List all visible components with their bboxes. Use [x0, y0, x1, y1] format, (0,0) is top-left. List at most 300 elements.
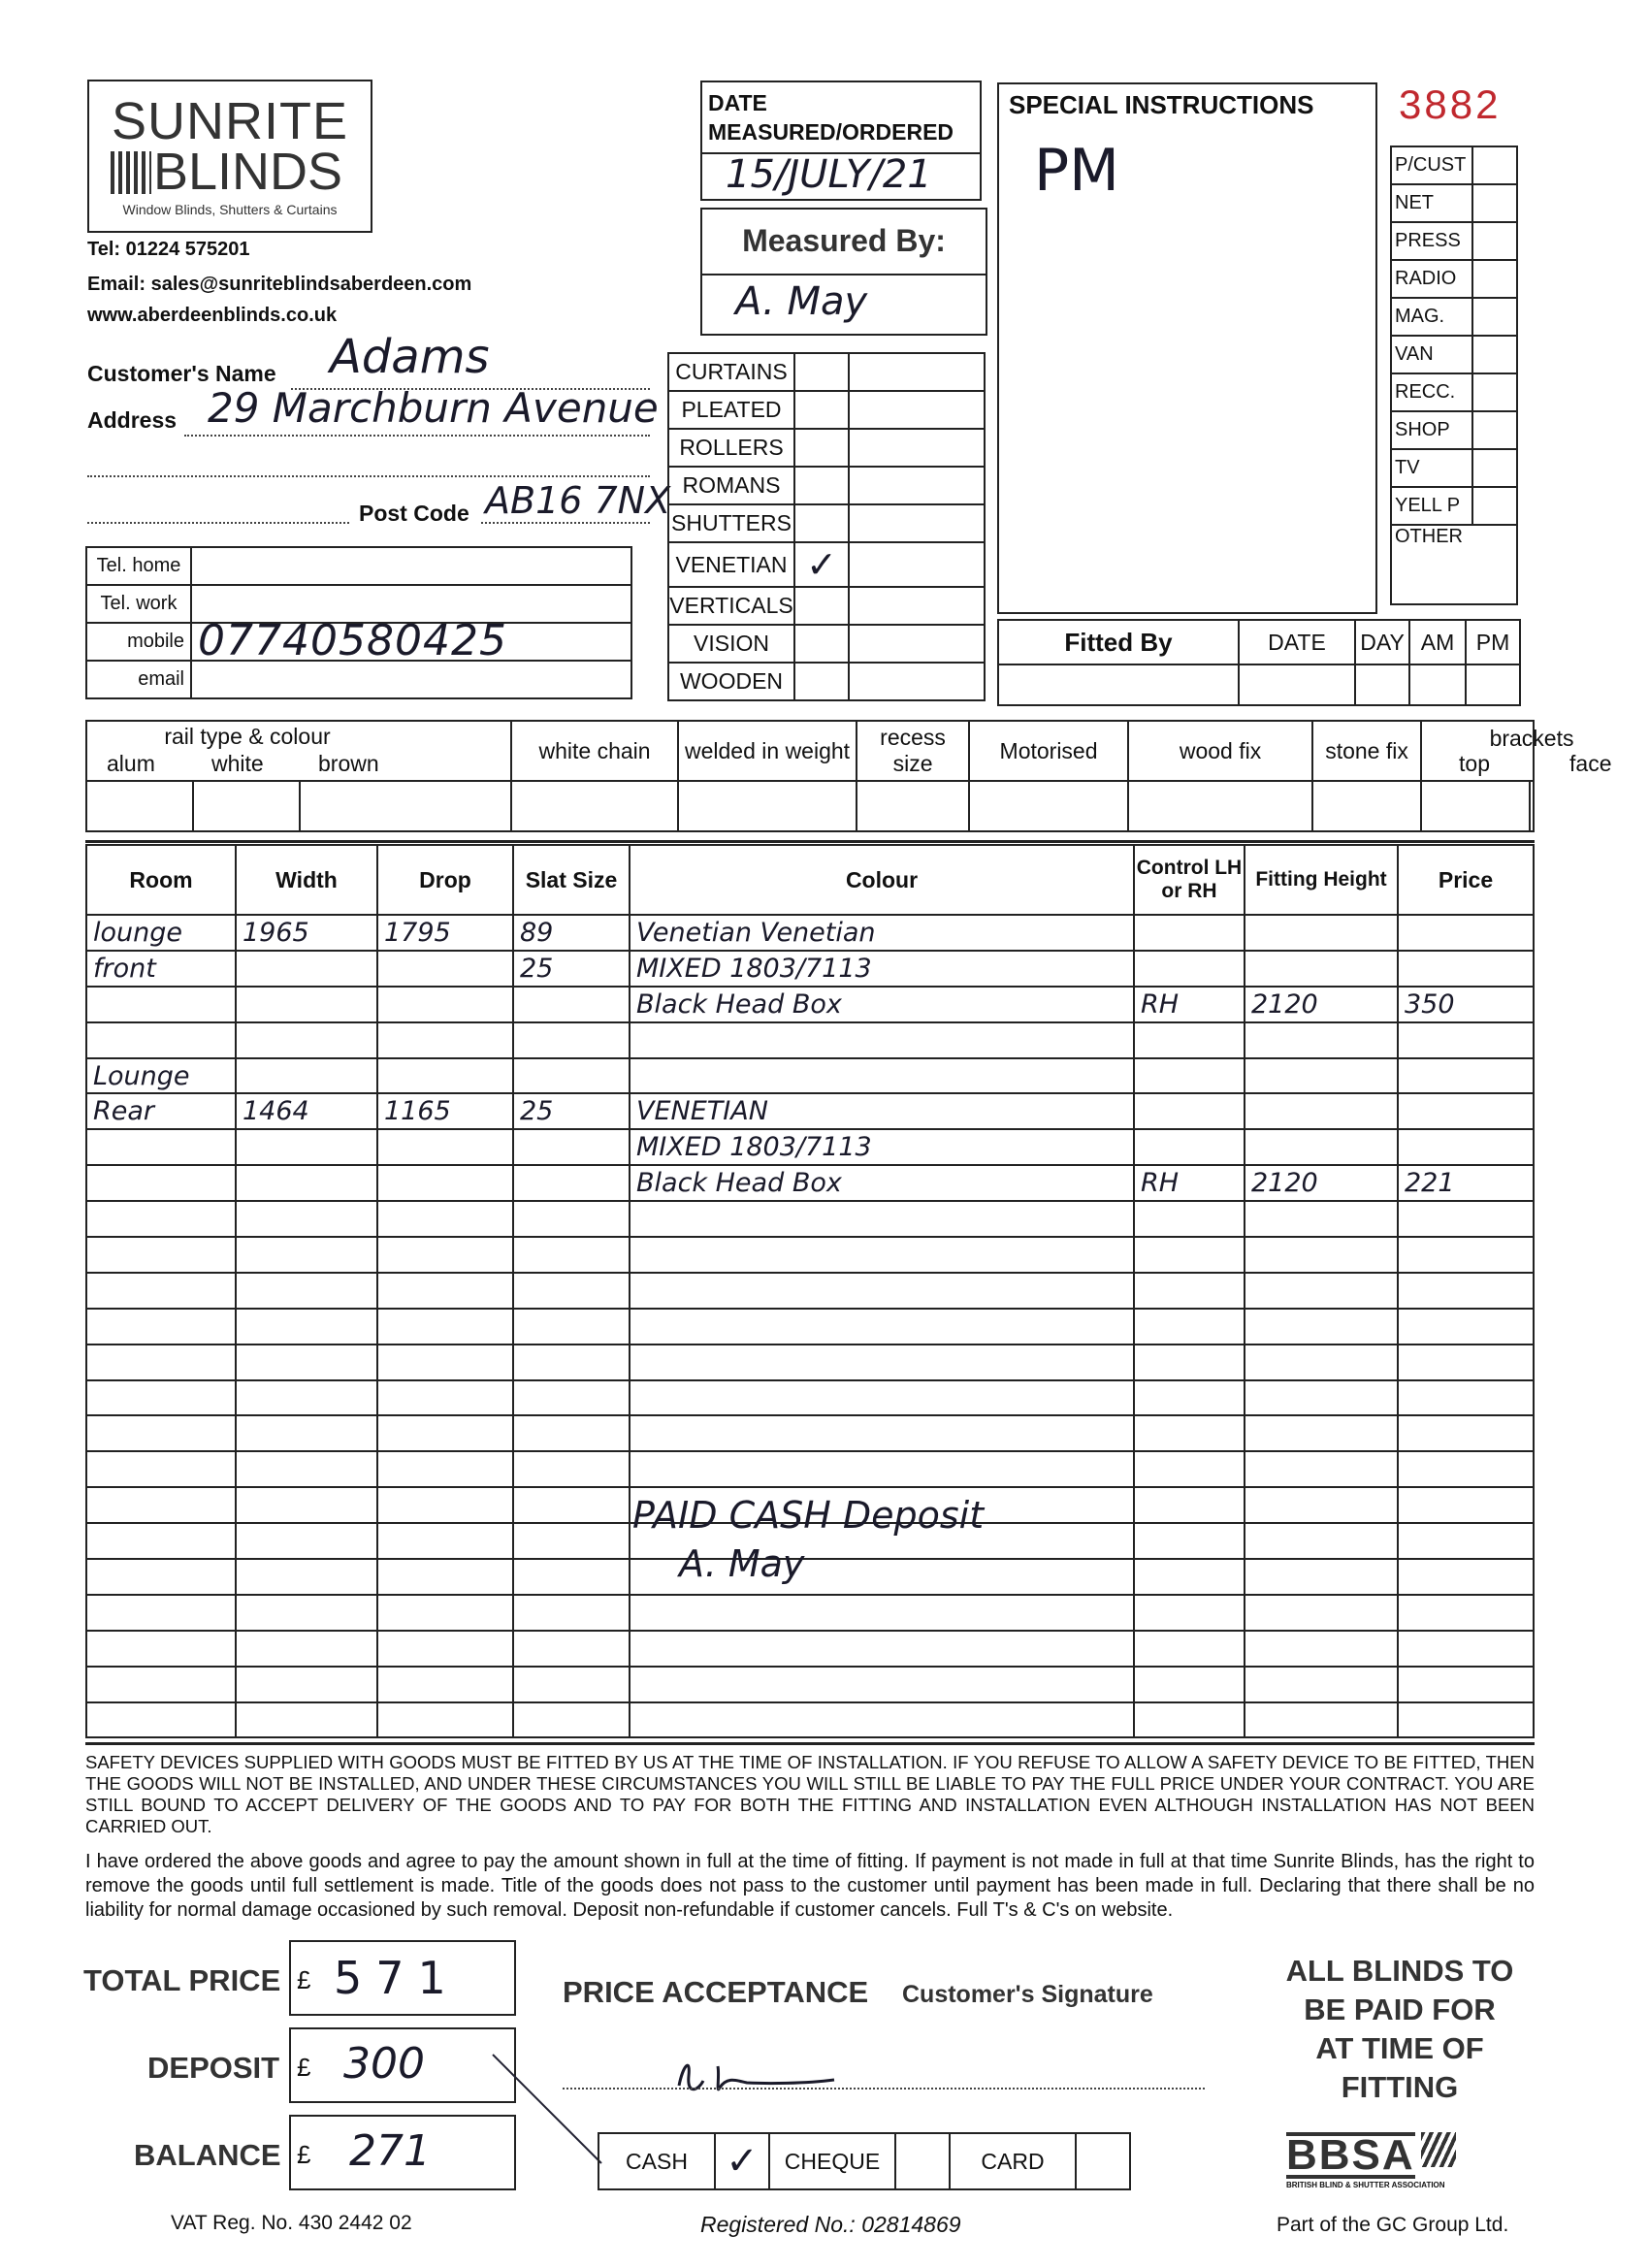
- welded-check[interactable]: [678, 781, 857, 831]
- table-row: [86, 1058, 1534, 1094]
- cell-width[interactable]: 1464: [236, 1093, 377, 1129]
- cell-colour[interactable]: [630, 1702, 1134, 1738]
- notice-line: BE PAID FOR: [1304, 1993, 1496, 2026]
- white-check[interactable]: [193, 781, 300, 831]
- col-price: Price: [1398, 845, 1534, 915]
- cell-control[interactable]: [1134, 1487, 1245, 1523]
- cell-fitting[interactable]: [1245, 1345, 1398, 1380]
- cell-room[interactable]: [86, 1165, 236, 1201]
- cell-fitting[interactable]: 2120: [1245, 987, 1398, 1022]
- cell-slat[interactable]: [513, 1129, 630, 1165]
- cell-room[interactable]: [86, 1415, 236, 1451]
- product-tick[interactable]: [794, 467, 849, 504]
- cell-colour[interactable]: [630, 1237, 1134, 1273]
- total-value[interactable]: 571: [334, 1952, 460, 2004]
- top-check[interactable]: [1421, 781, 1530, 831]
- card-check[interactable]: [1076, 2133, 1130, 2189]
- cell-control[interactable]: [1134, 1702, 1245, 1738]
- cell-control[interactable]: [1134, 1595, 1245, 1631]
- product-type-table: [667, 352, 986, 701]
- pointer-line-icon: [485, 2047, 611, 2173]
- cell-colour[interactable]: Venetian Venetian: [630, 915, 1134, 951]
- cell-control[interactable]: [1134, 1129, 1245, 1165]
- cell-colour[interactable]: [630, 1022, 1134, 1058]
- cell-drop[interactable]: [377, 1345, 513, 1380]
- customer-signature-label: Customer's Signature: [902, 1981, 1153, 2008]
- cell-control[interactable]: [1134, 1309, 1245, 1345]
- source-check[interactable]: [1472, 487, 1517, 525]
- cell-drop[interactable]: [377, 1487, 513, 1523]
- cell-slat[interactable]: [513, 1667, 630, 1702]
- cell-width[interactable]: [236, 987, 377, 1022]
- cell-room[interactable]: [86, 1487, 236, 1523]
- cell-slat[interactable]: 89: [513, 915, 630, 951]
- cell-control[interactable]: [1134, 1093, 1245, 1129]
- cell-slat[interactable]: [513, 1022, 630, 1058]
- cell-room[interactable]: front: [86, 951, 236, 987]
- date-value[interactable]: 15/JULY/21: [726, 152, 932, 197]
- wood-fix-check[interactable]: [1128, 781, 1312, 831]
- cell-width[interactable]: [236, 1022, 377, 1058]
- cell-colour[interactable]: [630, 1058, 1134, 1094]
- brown-check[interactable]: [300, 781, 511, 831]
- source-label: YELL P: [1391, 487, 1472, 525]
- cell-price[interactable]: [1398, 1667, 1534, 1702]
- cell-width[interactable]: [236, 1309, 377, 1345]
- bbsa-sub: BRITISH BLIND & SHUTTER ASSOCIATION: [1286, 2181, 1445, 2189]
- motorised-check[interactable]: [969, 781, 1128, 831]
- company-tel: Tel: 01224 575201: [87, 239, 250, 260]
- cell-room[interactable]: [86, 1345, 236, 1380]
- cell-slat[interactable]: [513, 1559, 630, 1595]
- fitted-date-label: DATE: [1239, 620, 1355, 664]
- cell-slat[interactable]: [513, 1415, 630, 1451]
- cell-fitting[interactable]: [1245, 1451, 1398, 1487]
- cell-price[interactable]: [1398, 1559, 1534, 1595]
- address-label: Address: [87, 407, 178, 433]
- customer-signature[interactable]: [660, 2037, 854, 2105]
- cell-price[interactable]: [1398, 1380, 1534, 1416]
- measured-by-label: Measured By:: [742, 223, 946, 258]
- product-tick[interactable]: [794, 391, 849, 429]
- source-label: PRESS: [1391, 222, 1472, 260]
- recess-label: recess size: [857, 721, 969, 781]
- cell-colour[interactable]: [630, 1667, 1134, 1702]
- cell-control[interactable]: [1134, 1415, 1245, 1451]
- product-tick[interactable]: [794, 663, 849, 700]
- payment-method-table: [598, 2132, 1131, 2190]
- cell-drop[interactable]: [377, 1523, 513, 1559]
- cell-room[interactable]: [86, 1309, 236, 1345]
- product-tick[interactable]: [794, 504, 849, 542]
- contact-value[interactable]: [191, 661, 631, 698]
- cell-control[interactable]: [1134, 1345, 1245, 1380]
- col-room: Room: [86, 845, 236, 915]
- cell-slat[interactable]: [513, 1058, 630, 1094]
- cell-control[interactable]: [1134, 951, 1245, 987]
- cell-width[interactable]: [236, 1058, 377, 1094]
- cell-colour[interactable]: [630, 1451, 1134, 1487]
- notice-line: AT TIME OF: [1315, 2031, 1484, 2065]
- bbsa-logo: [1286, 2132, 1513, 2189]
- cell-room[interactable]: [86, 1667, 236, 1702]
- cash-check[interactable]: ✓: [715, 2133, 769, 2189]
- cell-drop[interactable]: [377, 1415, 513, 1451]
- fitted-by-value[interactable]: [998, 664, 1239, 705]
- table-row: [86, 1667, 1534, 1702]
- cell-slat[interactable]: [513, 1345, 630, 1380]
- cell-room[interactable]: lounge: [86, 915, 236, 951]
- cell-room[interactable]: [86, 987, 236, 1022]
- source-check[interactable]: [1472, 146, 1517, 184]
- cell-price[interactable]: [1398, 1702, 1534, 1738]
- product-tick[interactable]: [794, 587, 849, 625]
- cell-width[interactable]: [236, 1237, 377, 1273]
- cell-control[interactable]: [1134, 1451, 1245, 1487]
- cell-width[interactable]: [236, 1345, 377, 1380]
- fitted-date-value[interactable]: [1239, 664, 1355, 705]
- cell-drop[interactable]: [377, 1559, 513, 1595]
- cell-width[interactable]: [236, 1667, 377, 1702]
- cell-fitting[interactable]: [1245, 1058, 1398, 1094]
- welded-label: welded in weight: [678, 721, 857, 781]
- cell-room[interactable]: [86, 1129, 236, 1165]
- cell-control[interactable]: [1134, 1523, 1245, 1559]
- cell-control[interactable]: [1134, 1022, 1245, 1058]
- cell-fitting[interactable]: [1245, 1273, 1398, 1309]
- cell-control[interactable]: [1134, 1273, 1245, 1309]
- cell-width[interactable]: [236, 1165, 377, 1201]
- customer-name-label: Customer's Name: [87, 361, 276, 386]
- contact-value[interactable]: [191, 547, 631, 585]
- cell-price[interactable]: [1398, 1451, 1534, 1487]
- col-width: Width: [236, 845, 377, 915]
- cell-drop[interactable]: [377, 1058, 513, 1094]
- cell-room[interactable]: [86, 1451, 236, 1487]
- cell-control[interactable]: [1134, 1667, 1245, 1702]
- cell-price[interactable]: [1398, 1487, 1534, 1523]
- cell-width[interactable]: [236, 1702, 377, 1738]
- deposit-box[interactable]: [289, 2027, 516, 2103]
- table-row: [86, 1129, 1534, 1165]
- cell-width[interactable]: [236, 1380, 377, 1416]
- col-drop: Drop: [377, 845, 513, 915]
- cell-fitting[interactable]: [1245, 1237, 1398, 1273]
- cell-slat[interactable]: [513, 1237, 630, 1273]
- alum-check[interactable]: [86, 781, 193, 831]
- cell-width[interactable]: [236, 1451, 377, 1487]
- cell-width[interactable]: 1965: [236, 915, 377, 951]
- cell-fitting[interactable]: [1245, 1415, 1398, 1451]
- cell-control[interactable]: RH: [1134, 1165, 1245, 1201]
- cell-price[interactable]: [1398, 1201, 1534, 1237]
- cell-fitting[interactable]: [1245, 1487, 1398, 1523]
- special-instructions-value[interactable]: PM: [1034, 137, 1119, 205]
- source-label: NET: [1391, 184, 1472, 222]
- cell-fitting[interactable]: [1245, 915, 1398, 951]
- fitted-by-label: Fitted By: [998, 620, 1239, 664]
- cell-price[interactable]: [1398, 951, 1534, 987]
- cell-fitting[interactable]: [1245, 951, 1398, 987]
- cell-width[interactable]: [236, 1273, 377, 1309]
- date-label2: MEASURED/ORDERED: [708, 119, 954, 145]
- price-acceptance-label: PRICE ACCEPTANCE: [563, 1975, 869, 2009]
- cell-drop[interactable]: [377, 1237, 513, 1273]
- cell-drop[interactable]: [377, 1631, 513, 1667]
- cell-colour[interactable]: [630, 1631, 1134, 1667]
- cell-colour[interactable]: MIXED 1803/7113: [630, 951, 1134, 987]
- table-row: [86, 1345, 1534, 1380]
- cell-room[interactable]: [86, 1559, 236, 1595]
- cell-room[interactable]: Rear: [86, 1093, 236, 1129]
- cell-room[interactable]: [86, 1631, 236, 1667]
- cell-fitting[interactable]: [1245, 1022, 1398, 1058]
- cell-price[interactable]: [1398, 1631, 1534, 1667]
- agreement-text: I have ordered the above goods and agree to pay the amount shown in full at the time of fitting. If payment is not made in full at that time Sunrite Blinds, has the right to remove the goods until full settlement is made. Title of the goods does not pass to the customer until payment has been made in full. Declaring that there shall be no liability for normal damage occasioned by such removal. Deposit non-refundable if customer cancels. Full T's & C's on website.: [85, 1851, 1535, 1921]
- cell-fitting[interactable]: [1245, 1129, 1398, 1165]
- notice-line: FITTING: [1341, 2070, 1459, 2104]
- product-type-label: VERTICALS: [668, 587, 794, 625]
- cell-fitting[interactable]: [1245, 1523, 1398, 1559]
- cell-width[interactable]: [236, 1631, 377, 1667]
- order-number: 3882: [1399, 81, 1502, 127]
- total-box[interactable]: [289, 1940, 516, 2016]
- alum-label: alum: [107, 751, 155, 776]
- bbsa-stripes-icon: [1421, 2132, 1456, 2167]
- cell-drop[interactable]: [377, 1165, 513, 1201]
- cell-fitting[interactable]: [1245, 1595, 1398, 1631]
- cell-room[interactable]: [86, 1273, 236, 1309]
- cell-colour[interactable]: [630, 1415, 1134, 1451]
- col-fitting: Fitting Height: [1245, 845, 1398, 915]
- balance-value[interactable]: 271: [349, 2126, 431, 2176]
- cell-price[interactable]: [1398, 1595, 1534, 1631]
- white-chain-check[interactable]: [511, 781, 678, 831]
- cell-fitting[interactable]: [1245, 1380, 1398, 1416]
- cell-width[interactable]: [236, 1415, 377, 1451]
- stone-fix-label: stone fix: [1312, 721, 1421, 781]
- customer-address[interactable]: 29 Marchburn Avenue: [208, 384, 659, 432]
- cell-drop[interactable]: [377, 951, 513, 987]
- cell-price[interactable]: [1398, 1093, 1534, 1129]
- cell-room[interactable]: [86, 1702, 236, 1738]
- table-row: [86, 1022, 1534, 1058]
- mobile-value[interactable]: 07740580425: [198, 616, 507, 665]
- source-label: OTHER: [1391, 525, 1517, 604]
- cell-width[interactable]: [236, 1201, 377, 1237]
- cell-slat[interactable]: [513, 1523, 630, 1559]
- cell-drop[interactable]: [377, 1451, 513, 1487]
- product-tick[interactable]: [794, 429, 849, 467]
- cell-drop[interactable]: 1795: [377, 915, 513, 951]
- cell-colour[interactable]: [630, 1273, 1134, 1309]
- registered-number: Registered No.: 02814869: [700, 2212, 961, 2237]
- cell-room[interactable]: [86, 1523, 236, 1559]
- cell-slat[interactable]: [513, 1631, 630, 1667]
- source-check[interactable]: [1472, 298, 1517, 336]
- cell-control[interactable]: [1134, 1559, 1245, 1595]
- cell-slat[interactable]: 25: [513, 951, 630, 987]
- customer-postcode[interactable]: AB16 7NX: [485, 479, 671, 522]
- cell-slat[interactable]: [513, 1273, 630, 1309]
- fitted-day-value[interactable]: [1355, 664, 1409, 705]
- recess-check[interactable]: [857, 781, 969, 831]
- paid-note-line2: A. May: [679, 1542, 805, 1585]
- face-label: face: [1569, 751, 1612, 776]
- contact-label: Tel. home: [86, 547, 191, 585]
- cell-price[interactable]: 221: [1398, 1165, 1534, 1201]
- cell-width[interactable]: [236, 1487, 377, 1523]
- cell-drop[interactable]: 1165: [377, 1093, 513, 1129]
- contact-label: Tel. work: [86, 585, 191, 623]
- date-box: [700, 81, 982, 201]
- face-check[interactable]: [1530, 781, 1534, 831]
- white-label: white: [211, 751, 264, 776]
- cell-slat[interactable]: [513, 1165, 630, 1201]
- cell-fitting[interactable]: [1245, 1631, 1398, 1667]
- cell-control[interactable]: [1134, 915, 1245, 951]
- cell-slat[interactable]: [513, 1487, 630, 1523]
- table-row: [86, 1165, 1534, 1201]
- cell-price[interactable]: [1398, 1237, 1534, 1273]
- cell-colour[interactable]: Black Head Box: [630, 1165, 1134, 1201]
- cheque-check[interactable]: [895, 2133, 950, 2189]
- cell-control[interactable]: [1134, 1631, 1245, 1667]
- table-row: [86, 1380, 1534, 1416]
- date-label1: DATE: [708, 90, 767, 115]
- cell-price[interactable]: [1398, 1022, 1534, 1058]
- cell-room[interactable]: [86, 1237, 236, 1273]
- source-check[interactable]: [1472, 222, 1517, 260]
- vat-number: VAT Reg. No. 430 2442 02: [171, 2212, 412, 2234]
- cell-colour[interactable]: VENETIAN: [630, 1093, 1134, 1129]
- cell-fitting[interactable]: [1245, 1559, 1398, 1595]
- cell-fitting[interactable]: [1245, 1309, 1398, 1345]
- cell-fitting[interactable]: [1245, 1201, 1398, 1237]
- cell-slat[interactable]: [513, 1702, 630, 1738]
- source-label: TV: [1391, 449, 1472, 487]
- cell-price[interactable]: [1398, 1345, 1534, 1380]
- cell-colour[interactable]: [630, 1309, 1134, 1345]
- fitted-am-value[interactable]: [1409, 664, 1466, 705]
- cell-fitting[interactable]: [1245, 1702, 1398, 1738]
- cell-room[interactable]: Lounge: [86, 1058, 236, 1094]
- cell-drop[interactable]: [377, 1380, 513, 1416]
- table-row: [86, 1415, 1534, 1451]
- cell-price[interactable]: [1398, 1523, 1534, 1559]
- cell-width[interactable]: [236, 1129, 377, 1165]
- cell-room[interactable]: [86, 1380, 236, 1416]
- cell-room[interactable]: [86, 1022, 236, 1058]
- fitted-pm-value[interactable]: [1466, 664, 1520, 705]
- cell-slat[interactable]: 25: [513, 1093, 630, 1129]
- cell-drop[interactable]: [377, 987, 513, 1022]
- product-tick[interactable]: [794, 625, 849, 663]
- cell-room[interactable]: [86, 1595, 236, 1631]
- cell-slat[interactable]: [513, 987, 630, 1022]
- cell-room[interactable]: [86, 1201, 236, 1237]
- product-tick[interactable]: [794, 353, 849, 391]
- cell-drop[interactable]: [377, 1022, 513, 1058]
- cell-price[interactable]: [1398, 1273, 1534, 1309]
- cell-drop[interactable]: [377, 1309, 513, 1345]
- cell-width[interactable]: [236, 1523, 377, 1559]
- product-tick[interactable]: ✓: [794, 542, 849, 587]
- measured-by-box: [700, 208, 987, 336]
- cell-drop[interactable]: [377, 1702, 513, 1738]
- options-table: [85, 720, 1612, 832]
- source-check[interactable]: [1472, 336, 1517, 373]
- cell-price[interactable]: [1398, 915, 1534, 951]
- cell-control[interactable]: [1134, 1058, 1245, 1094]
- cell-colour[interactable]: [630, 1345, 1134, 1380]
- source-check[interactable]: [1472, 260, 1517, 298]
- cell-colour[interactable]: MIXED 1803/7113: [630, 1129, 1134, 1165]
- cell-drop[interactable]: [377, 1129, 513, 1165]
- cell-price[interactable]: [1398, 1058, 1534, 1094]
- cell-colour[interactable]: [630, 1201, 1134, 1237]
- cell-colour[interactable]: [630, 1380, 1134, 1416]
- cell-control[interactable]: RH: [1134, 987, 1245, 1022]
- table-row: [86, 987, 1534, 1022]
- cell-fitting[interactable]: 2120: [1245, 1165, 1398, 1201]
- cell-drop[interactable]: [377, 1273, 513, 1309]
- cell-fitting[interactable]: [1245, 1093, 1398, 1129]
- cell-price[interactable]: [1398, 1129, 1534, 1165]
- contact-label: mobile: [86, 623, 191, 661]
- source-check[interactable]: [1472, 449, 1517, 487]
- cell-colour[interactable]: [630, 1595, 1134, 1631]
- cell-width[interactable]: [236, 951, 377, 987]
- source-check[interactable]: [1472, 411, 1517, 449]
- cell-drop[interactable]: [377, 1595, 513, 1631]
- measured-by-value[interactable]: A. May: [735, 279, 868, 324]
- cell-fitting[interactable]: [1245, 1667, 1398, 1702]
- total-currency: £: [297, 1965, 311, 1994]
- cell-control[interactable]: [1134, 1237, 1245, 1273]
- deposit-value[interactable]: 300: [343, 2039, 425, 2089]
- col-slat: Slat Size: [513, 845, 630, 915]
- cell-colour[interactable]: Black Head Box: [630, 987, 1134, 1022]
- cell-control[interactable]: [1134, 1380, 1245, 1416]
- cell-width[interactable]: [236, 1595, 377, 1631]
- customer-name[interactable]: Adams: [330, 330, 490, 384]
- cell-slat[interactable]: [513, 1380, 630, 1416]
- cell-drop[interactable]: [377, 1201, 513, 1237]
- balance-label: BALANCE: [134, 2138, 281, 2172]
- source-check[interactable]: [1472, 373, 1517, 411]
- balance-box[interactable]: [289, 2115, 516, 2190]
- source-check[interactable]: [1472, 184, 1517, 222]
- safety-text: SAFETY DEVICES SUPPLIED WITH GOODS MUST BE FITTED BY US AT THE TIME OF INSTALLATION. IF YOU REFUSE TO ALLOW A SAFETY DEVICE TO BE FITTED, THEN THE GOODS WILL NOT BE INSTALLED, AND UNDER THESE CIRCUMSTANCES YOU WILL STILL BE LIABLE TO PAY THE FULL PRICE UNDER YOUR CONTRACT. YOU ARE STILL BOUND TO ACCEPT DELIVERY OF THE GOODS AND TO PAY FOR BOTH THE FITTING AND INSTALLATION EVEN ALTHOUGH INSTALLATION HAS NOT BEEN CARRIED OUT.: [85, 1752, 1535, 1836]
- cell-width[interactable]: [236, 1559, 377, 1595]
- paid-note-line1: PAID CASH Deposit: [632, 1494, 985, 1537]
- cell-slat[interactable]: [513, 1595, 630, 1631]
- logo-line1: SUNRITE: [111, 92, 348, 150]
- company-email: Email: sales@sunriteblindsaberdeen.com: [87, 274, 472, 295]
- cell-price[interactable]: [1398, 1415, 1534, 1451]
- cell-slat[interactable]: [513, 1201, 630, 1237]
- stone-fix-check[interactable]: [1312, 781, 1421, 831]
- deposit-currency: £: [297, 2053, 311, 2082]
- cell-price[interactable]: [1398, 1309, 1534, 1345]
- cell-drop[interactable]: [377, 1667, 513, 1702]
- cell-control[interactable]: [1134, 1201, 1245, 1237]
- cell-slat[interactable]: [513, 1309, 630, 1345]
- cell-slat[interactable]: [513, 1451, 630, 1487]
- product-type-label: ROMANS: [668, 467, 794, 504]
- cell-price[interactable]: 350: [1398, 987, 1534, 1022]
